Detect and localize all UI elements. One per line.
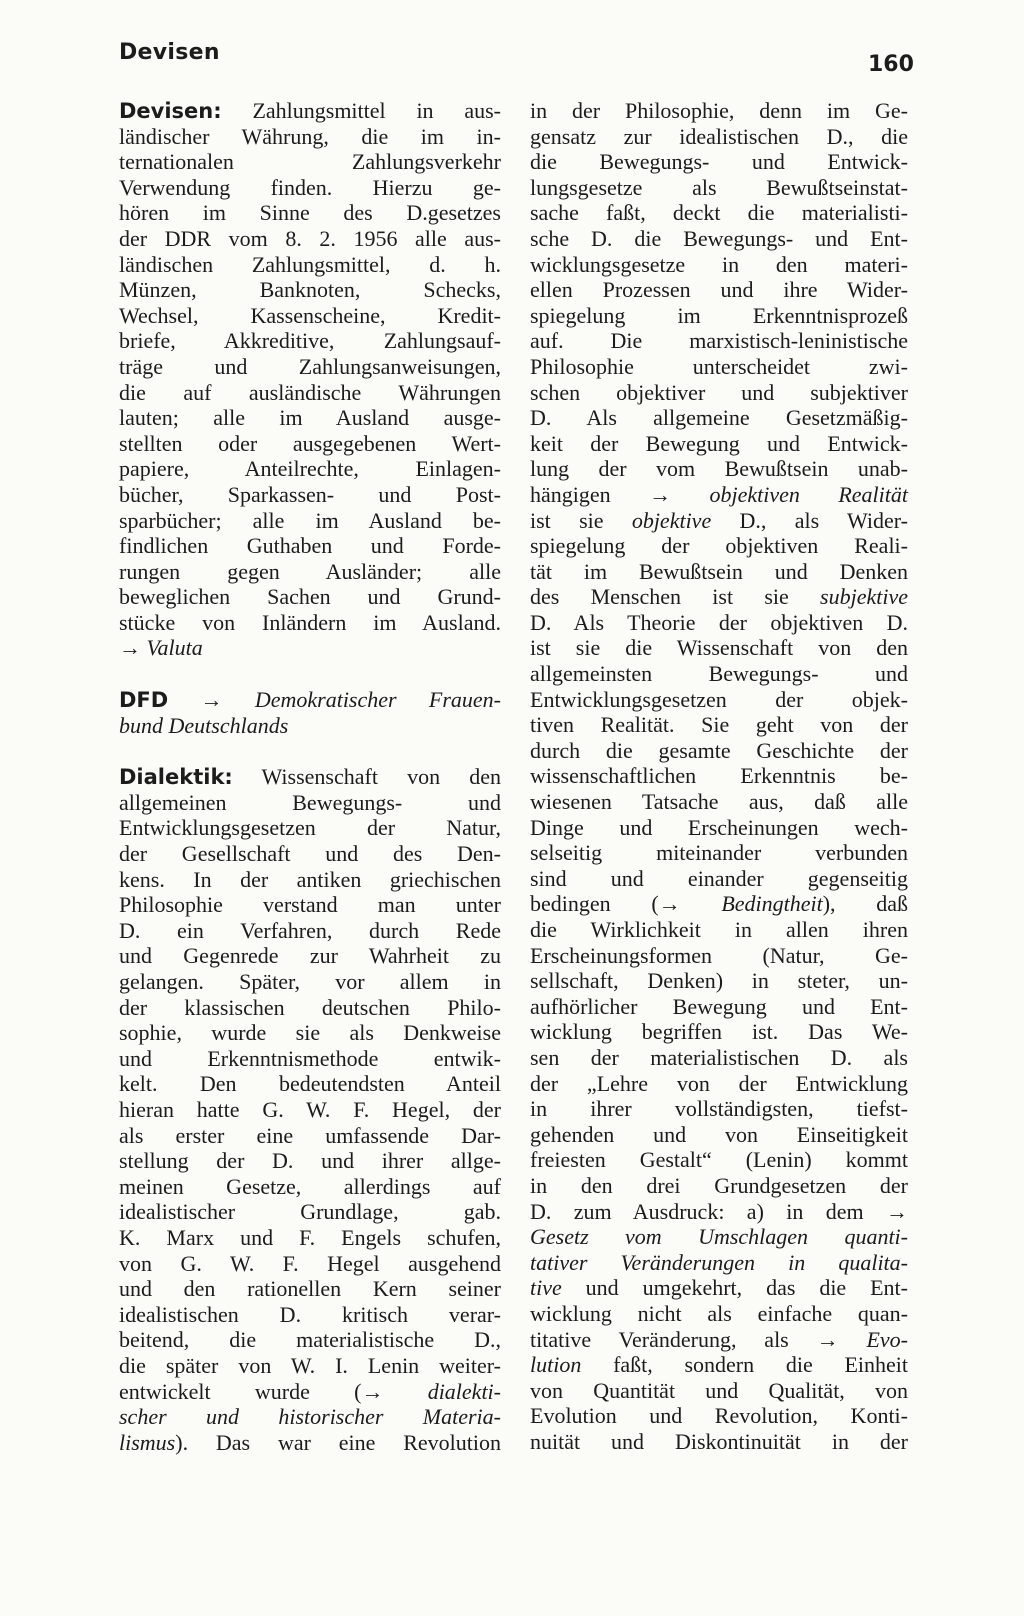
line-text: der DDR vom 8. 2. 1956 alle aus- [119, 225, 501, 251]
text-line [530, 482, 908, 508]
headword: DFD [119, 688, 169, 713]
line-text: ist sie [530, 507, 632, 533]
text-line [119, 1148, 501, 1174]
line-text: Erscheinungsformen (Natur, Ge- [530, 942, 908, 968]
line-text: Münzen, Banknoten, Schecks, [119, 277, 501, 303]
text-line [119, 1327, 501, 1353]
text-line [119, 482, 501, 508]
text-line [119, 1071, 501, 1097]
text-line [119, 1353, 501, 1379]
cross-reference-arrow: → [816, 1326, 867, 1352]
line-text: aufhörlicher Bewegung und Ent- [530, 993, 908, 1019]
text-line [530, 635, 908, 661]
text-line [119, 1123, 501, 1149]
line-text: wicklungsgesetze in den materi- [530, 251, 908, 277]
text-line [530, 508, 908, 534]
entry-gap [119, 738, 501, 764]
text-line [119, 1020, 501, 1046]
line-text: ), daß [822, 891, 908, 917]
line-text: entwickelt wurde ( [119, 1378, 362, 1404]
cross-reference-term: Evo- [866, 1326, 908, 1352]
text-line [530, 584, 908, 610]
text-line [119, 1046, 501, 1072]
line-text: papiere, Anteilrechte, Einlagen- [119, 456, 501, 482]
line-text: Wissenschaft von den [232, 764, 501, 790]
line-text: hängigen [530, 481, 650, 507]
text-line [119, 328, 501, 354]
line-text: Philosophie unterscheidet zwi- [530, 353, 908, 379]
text-line [530, 559, 908, 585]
text-line [530, 200, 908, 226]
text-line [530, 1071, 908, 1097]
text-line [530, 1096, 908, 1122]
cross-reference-term: tive [530, 1275, 562, 1301]
line-text: stücke von Inländern im Ausland. [119, 609, 501, 635]
text-line [530, 431, 908, 457]
cross-reference-term: scher und historischer Materia- [119, 1404, 501, 1430]
line-text: D. Als allgemeine Gesetzmäßig- [530, 405, 908, 431]
cross-reference-arrow: → [119, 635, 147, 661]
line-text: Evolution und Revolution, Konti- [530, 1403, 908, 1429]
line-text: meinen Gesetze, allerdings auf [119, 1173, 501, 1199]
cross-reference-term: Demokratischer Frauen- [254, 687, 501, 713]
left-column [119, 98, 501, 1455]
line-text: die Wirklichkeit in allen ihren [530, 917, 908, 942]
line-text: und Erkenntnismethode entwik- [119, 1045, 501, 1071]
line-text: die Bewegungs- und Entwick- [530, 149, 908, 175]
line-text: Dinge und Erscheinungen wech- [530, 814, 908, 840]
line-text: idealistischen D. kritisch verar- [119, 1301, 501, 1327]
cross-reference-term: objektive [631, 507, 712, 533]
text-line [530, 98, 908, 124]
line-text: wissenschaftlichen Erkenntnis be- [530, 763, 908, 789]
cross-reference-term: bund Deutschlands [119, 712, 289, 738]
line-text: der „Lehre von der Entwicklung [530, 1070, 908, 1096]
line-text: Philosophie verstand man unter [119, 892, 501, 918]
line-text: lungsgesetze als Bewußtseinstat- [530, 174, 908, 200]
text-line [119, 1430, 501, 1456]
line-text: sophie, wurde sie als Denkweise [119, 1020, 501, 1046]
text-line [530, 1378, 908, 1404]
line-text: lung der vom Bewußtsein unab- [530, 456, 908, 482]
text-line [530, 789, 908, 815]
line-text: D. Als Theorie der objektiven D. [530, 609, 908, 635]
text-line [530, 610, 908, 636]
text-line [119, 98, 501, 124]
text-line [119, 431, 501, 457]
line-text: tiven Realität. Sie geht von der [530, 712, 908, 738]
text-line [530, 866, 908, 892]
text-line [530, 175, 908, 201]
text-line [119, 533, 501, 559]
text-line [119, 1276, 501, 1302]
text-line [119, 635, 501, 661]
text-line [530, 328, 908, 354]
headword: Devisen: [119, 99, 222, 123]
text-line [119, 1097, 501, 1123]
line-text: sche D. die Bewegungs- und Ent- [530, 225, 908, 251]
text-line [530, 354, 908, 380]
line-text: wicklung begriffen ist. Das We- [530, 1019, 908, 1045]
line-text: gensatz zur idealistischen D., die [530, 123, 908, 149]
text-line [119, 456, 501, 482]
line-text: Entwicklungsgesetzen der Natur, [119, 815, 501, 841]
cross-reference-term: Bedingtheit [721, 891, 823, 917]
text-line [530, 149, 908, 175]
text-line [530, 533, 908, 559]
line-text: lauten; alle im Ausland ausge- [119, 405, 501, 431]
line-text: durch die gesamte Geschichte der [530, 737, 908, 763]
text-line [119, 943, 501, 969]
line-text: als erster eine umfassende Dar- [119, 1122, 501, 1148]
line-text: die auf ausländische Währungen [119, 379, 501, 405]
cross-reference-arrow: → [361, 1378, 428, 1404]
text-line [119, 508, 501, 534]
line-text: stellung der D. und ihrer allge- [119, 1148, 501, 1174]
text-line [530, 840, 908, 866]
line-text: tät im Bewußtsein und Denken [530, 558, 908, 584]
text-line [119, 1379, 501, 1405]
text-line [530, 1301, 908, 1327]
line-text: in ihrer vollständigsten, tiefst- [530, 1096, 908, 1122]
text-line [119, 1174, 501, 1200]
line-text: Entwicklungsgesetzen der objek- [530, 686, 908, 712]
text-line [530, 661, 908, 687]
line-text: ist sie die Wissenschaft von den [530, 635, 908, 661]
line-text: D., als Wider- [711, 507, 908, 533]
line-text: findlichen Guthaben und Forde- [119, 533, 501, 559]
running-head: Devisen [119, 40, 220, 65]
line-text: stellten oder ausgegebenen Wert- [119, 430, 501, 456]
line-text: sellschaft, Denken) in steter, un- [530, 968, 908, 994]
text-line [119, 867, 501, 893]
text-line [119, 815, 501, 841]
line-text: Wechsel, Kassenscheine, Kredit- [119, 302, 501, 328]
cross-reference-term: lution [530, 1352, 582, 1378]
cross-reference-arrow: → [168, 687, 255, 713]
text-line [119, 790, 501, 816]
line-text: rungen gegen Ausländer; alle [119, 558, 501, 584]
line-text: faßt, sondern die Einheit [581, 1352, 908, 1378]
text-line [530, 738, 908, 764]
entry-gap [119, 661, 501, 687]
line-text: allgemeinsten Bewegungs- und [530, 661, 908, 687]
line-text: freiesten Gestalt“ (Lenin) kommt [530, 1147, 908, 1173]
line-text: beweglichen Sachen und Grund- [119, 584, 501, 610]
line-text: hören im Sinne des D.gesetzes [119, 200, 501, 226]
cross-reference-arrow: → [658, 891, 722, 917]
text-line [530, 1224, 908, 1250]
text-line [530, 1019, 908, 1045]
cross-reference-term: objektiven Realität [709, 481, 908, 507]
line-text: nuität und Diskontinuität in der [530, 1428, 908, 1454]
text-line [530, 994, 908, 1020]
line-text: die später von W. I. Lenin weiter- [119, 1352, 501, 1378]
text-line [530, 1122, 908, 1148]
line-text: selseitig miteinander verbunden [530, 840, 908, 866]
text-line [530, 1429, 908, 1455]
text-line [530, 687, 908, 713]
text-line [119, 1199, 501, 1225]
text-line [530, 303, 908, 329]
line-text: kens. In der antiken griechischen [119, 866, 501, 892]
text-line [530, 1403, 908, 1429]
text-line [119, 1225, 501, 1251]
line-text: träge und Zahlungsanweisungen, [119, 353, 501, 379]
text-line [119, 124, 501, 150]
line-text: briefe, Akkreditive, Zahlungsauf- [119, 328, 501, 354]
line-text: spiegelung der objektiven Reali- [530, 533, 908, 559]
text-line [119, 405, 501, 431]
text-line [119, 380, 501, 406]
line-text: wicklung nicht als einfache quan- [530, 1300, 908, 1326]
line-text: und Gegenrede zur Wahrheit zu [119, 943, 501, 969]
headword: Dialektik: [119, 765, 233, 790]
cross-reference-term: subjektive [820, 584, 908, 610]
line-text: sen der materialistischen D. als [530, 1044, 908, 1070]
text-line [119, 149, 501, 175]
cross-reference-term: tativer Veränderungen in qualita- [530, 1249, 908, 1275]
text-line [530, 1327, 908, 1353]
line-text: ländischer Währung, die im in- [119, 123, 501, 149]
text-line [530, 456, 908, 482]
cross-reference-term: dialekti- [427, 1378, 501, 1404]
text-line [530, 763, 908, 789]
cross-reference-term: Valuta [146, 635, 203, 661]
line-text: ellen Prozessen und ihre Wider- [530, 277, 908, 303]
text-line [530, 277, 908, 303]
line-text: allgemeinen Bewegungs- und [119, 789, 501, 815]
text-line [119, 175, 501, 201]
line-text: beitend, die materialistische D., [119, 1327, 501, 1353]
text-line [530, 380, 908, 406]
cross-reference-arrow: → [649, 481, 710, 507]
line-text: von G. W. F. Hegel ausgehend [119, 1250, 501, 1276]
line-text: bedingen ( [530, 891, 659, 917]
line-text: bücher, Sparkassen- und Post- [119, 481, 501, 507]
line-text: Verwendung finden. Hierzu ge- [119, 174, 501, 200]
text-line [530, 1045, 908, 1071]
line-text: und umgekehrt, das die Ent- [561, 1275, 908, 1301]
text-line [119, 1302, 501, 1328]
line-text: ). Das war eine Revolution [175, 1429, 501, 1455]
line-text: der Gesellschaft und des Den- [119, 841, 501, 867]
text-line [119, 354, 501, 380]
right-column [530, 98, 908, 1454]
text-line [530, 943, 908, 969]
text-line [119, 1251, 501, 1277]
text-line [530, 917, 908, 943]
line-text: ländischen Zahlungsmittel, d. h. [119, 251, 501, 277]
cross-reference-term: Gesetz vom Umschlagen quanti- [530, 1224, 908, 1250]
text-line [530, 1147, 908, 1173]
text-line [530, 891, 908, 917]
text-line [119, 1404, 501, 1430]
line-text: D. zum Ausdruck: a) in dem → [530, 1198, 908, 1224]
line-text: von Quantität und Qualität, von [530, 1377, 908, 1403]
text-line [530, 124, 908, 150]
text-line [530, 1173, 908, 1199]
line-text: ternationalen Zahlungsverkehr [119, 149, 501, 175]
text-line [119, 200, 501, 226]
page-number: 160 [868, 52, 914, 77]
text-line [530, 252, 908, 278]
line-text: K. Marx und F. Engels schufen, [119, 1224, 501, 1250]
line-text: der klassischen deutschen Philo- [119, 994, 501, 1020]
line-text: und den rationellen Kern seiner [119, 1276, 501, 1302]
line-text: sache faßt, deckt die materialisti- [530, 200, 908, 226]
text-line [119, 584, 501, 610]
text-line [119, 764, 501, 790]
text-line [530, 968, 908, 994]
line-text: sind und einander gegenseitig [530, 865, 908, 891]
line-text: titative Veränderung, als [530, 1326, 817, 1352]
text-line [119, 918, 501, 944]
line-text: in der Philosophie, denn im Ge- [530, 98, 908, 123]
line-text: kelt. Den bedeutendsten Anteil [119, 1071, 501, 1097]
text-line [119, 252, 501, 278]
text-line [119, 713, 501, 739]
text-line [119, 841, 501, 867]
line-text: sparbücher; alle im Ausland be- [119, 507, 501, 533]
line-text: gelangen. Später, vor allem in [119, 969, 501, 994]
text-line [530, 1352, 908, 1378]
line-text: gehenden und von Einseitigkeit [530, 1121, 908, 1147]
line-text: in den drei Grundgesetzen der [530, 1172, 908, 1198]
text-line [119, 969, 501, 995]
text-line [530, 1275, 908, 1301]
line-text: auf. Die marxistisch-leninistische [530, 328, 908, 354]
line-text: des Menschen ist sie [530, 584, 821, 610]
text-line [119, 610, 501, 636]
text-line [119, 303, 501, 329]
line-text: D. ein Verfahren, durch Rede [119, 917, 501, 943]
text-line [119, 995, 501, 1021]
text-line [119, 892, 501, 918]
text-line [119, 226, 501, 252]
text-line [530, 712, 908, 738]
text-line [530, 405, 908, 431]
text-line [530, 1199, 908, 1225]
line-text: keit der Bewegung und Entwick- [530, 430, 908, 456]
line-text: schen objektiver und subjektiver [530, 379, 908, 405]
text-line [530, 226, 908, 252]
text-line [119, 687, 501, 713]
text-line [530, 1250, 908, 1276]
text-line [119, 277, 501, 303]
text-line [530, 815, 908, 841]
line-text: Zahlungsmittel in aus- [221, 98, 501, 123]
line-text: wiesenen Tatsache aus, daß alle [530, 789, 908, 815]
cross-reference-term: lismus [119, 1429, 176, 1455]
line-text: spiegelung im Erkenntnisprozeß [530, 302, 908, 328]
line-text: idealistischer Grundlage, gab. [119, 1199, 501, 1225]
line-text: hieran hatte G. W. F. Hegel, der [119, 1096, 501, 1122]
text-line [119, 559, 501, 585]
